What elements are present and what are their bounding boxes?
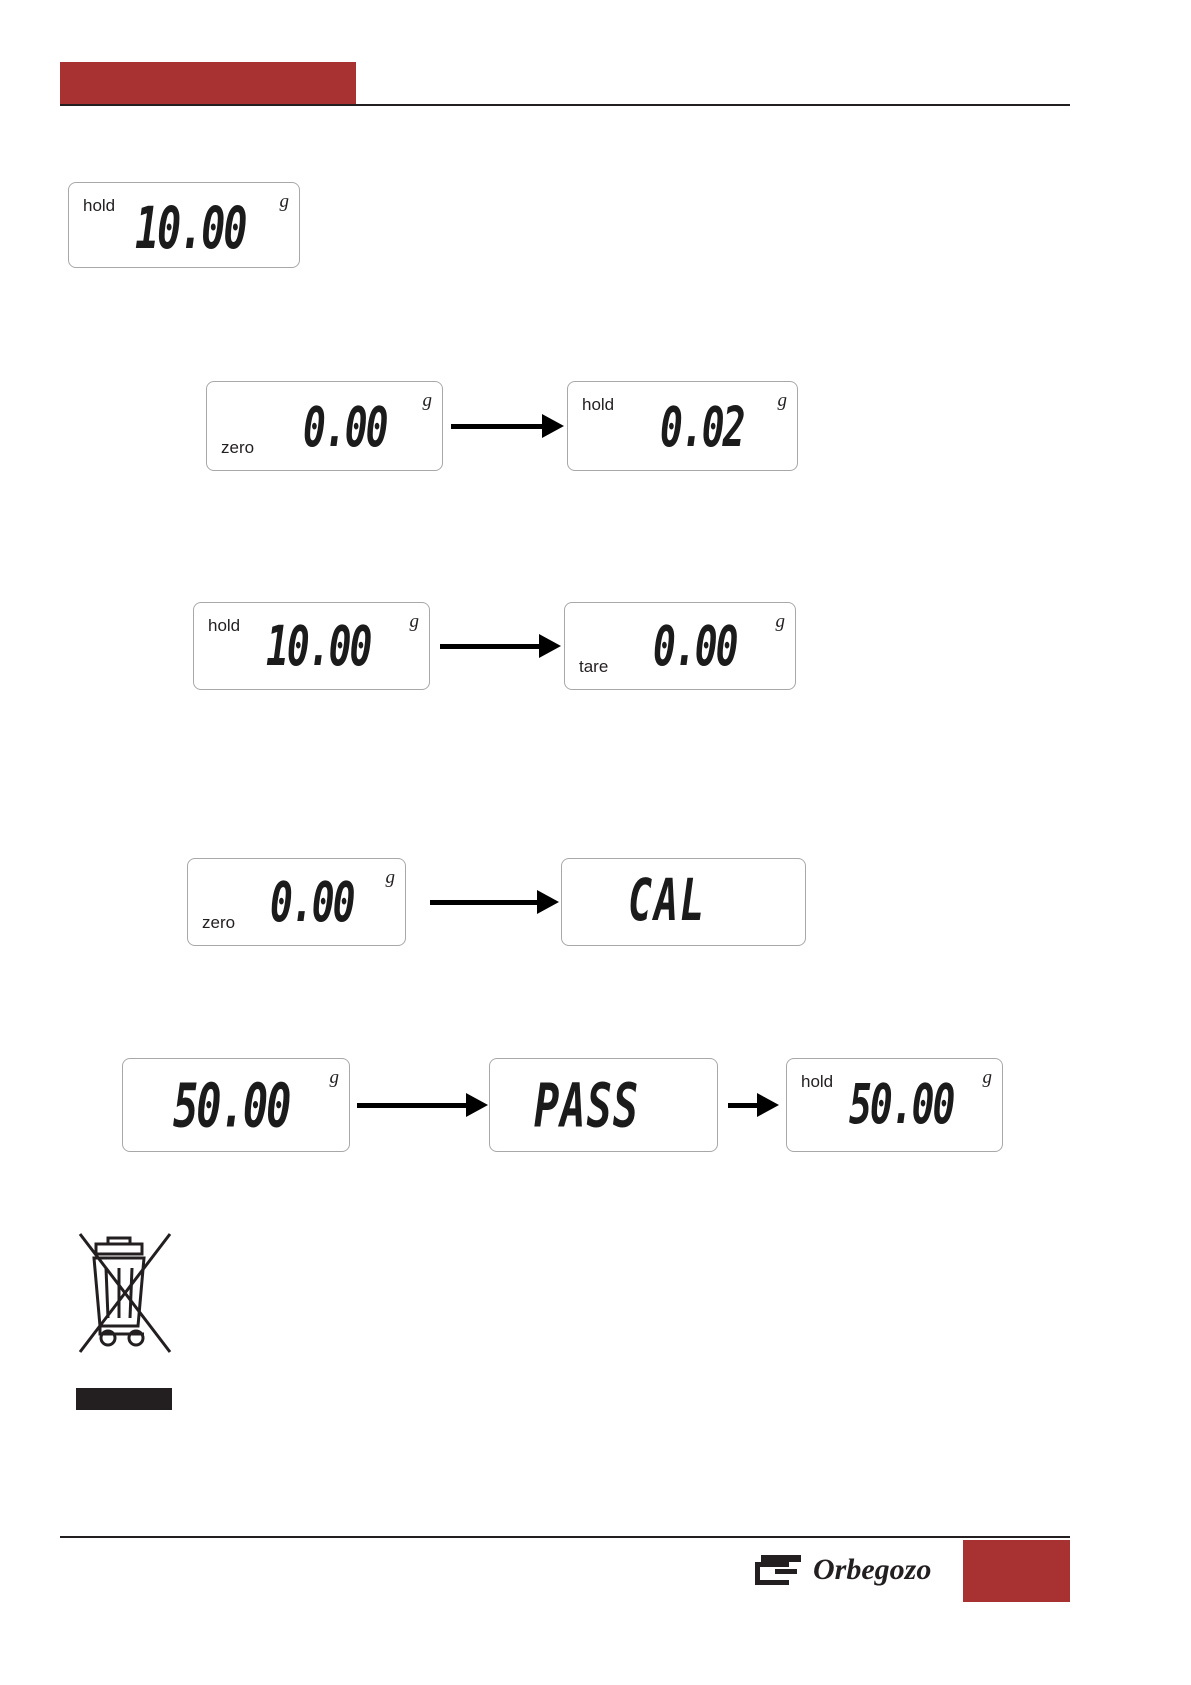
- lcd-display-zero-000-a: [206, 381, 443, 471]
- lcd-value: 50.00: [173, 1069, 290, 1141]
- lcd-tag-hold: hold: [801, 1072, 834, 1091]
- lcd-tag-hold: hold: [582, 395, 615, 414]
- flow-arrow-icon: [451, 414, 564, 438]
- lcd-tag-hold: hold: [83, 196, 116, 215]
- lcd-unit: g: [279, 191, 289, 212]
- lcd-value: 0.02: [660, 395, 744, 459]
- header-accent-block: [60, 62, 356, 106]
- flow-arrow-icon: [430, 890, 559, 914]
- lcd-display-hold-002: [567, 381, 798, 471]
- lcd-tag-zero: zero: [202, 913, 236, 932]
- lcd-value: 0.00: [270, 870, 354, 934]
- lcd-tag-hold: hold: [208, 616, 241, 635]
- lcd-unit: g: [422, 390, 432, 411]
- flow-arrow-icon: [728, 1093, 779, 1117]
- lcd-display-tare-000: [564, 602, 796, 690]
- page-header: [0, 0, 1191, 120]
- lcd-value: 10.00: [135, 195, 246, 263]
- lcd-value: 0.00: [303, 395, 387, 459]
- lcd-value: PASS: [534, 1069, 640, 1141]
- lcd-value: 50.00: [849, 1072, 954, 1136]
- flow-arrow-icon: [440, 634, 561, 658]
- orbegozo-mark-icon: [755, 1555, 801, 1585]
- lcd-unit: g: [409, 611, 419, 632]
- footer-accent-block: [963, 1540, 1070, 1602]
- lcd-display-hold-10: [68, 182, 300, 268]
- lcd-unit: g: [329, 1067, 339, 1088]
- lcd-display-5000: [122, 1058, 350, 1152]
- lcd-display-pass: [489, 1058, 718, 1152]
- lcd-value: CAL: [628, 867, 707, 935]
- footer-divider: [60, 1536, 1070, 1538]
- lcd-tag-tare: tare: [579, 657, 609, 676]
- header-divider: [60, 104, 1070, 106]
- lcd-value: 0.00: [653, 614, 737, 678]
- lcd-unit: g: [982, 1067, 992, 1088]
- lcd-tag-zero: zero: [221, 438, 255, 457]
- lcd-display-zero-000-b: [187, 858, 406, 946]
- lcd-display-cal: [561, 858, 806, 946]
- crossed-out-wheelie-bin-icon: [72, 1228, 182, 1358]
- lcd-unit: g: [385, 867, 395, 888]
- lcd-display-hold-5000: [786, 1058, 1003, 1152]
- lcd-unit: g: [777, 390, 787, 411]
- lcd-value: 10.00: [266, 614, 371, 678]
- lcd-display-hold-10-b: [193, 602, 430, 690]
- weee-underline-bar: [76, 1388, 172, 1410]
- flow-arrow-icon: [357, 1093, 488, 1117]
- lcd-unit: g: [775, 611, 785, 632]
- brand-name: Orbegozo: [813, 1553, 932, 1586]
- brand-logo: [755, 1548, 955, 1592]
